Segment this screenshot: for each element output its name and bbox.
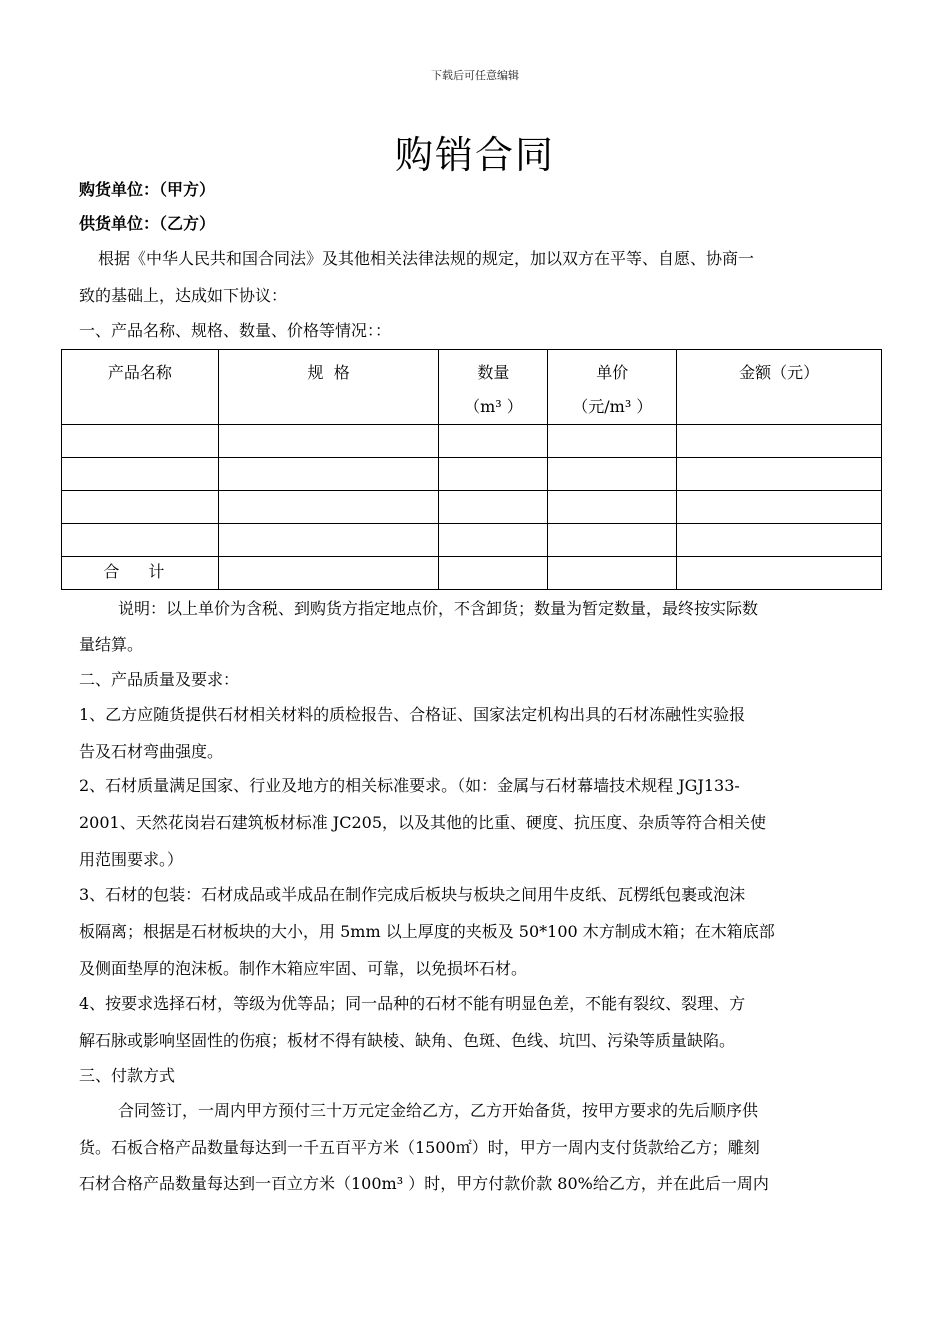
table-cell[interactable]: [677, 491, 882, 524]
section1-heading: 一、产品名称、规格、数量、价格等情况：：: [79, 321, 392, 340]
intro-line-1: 根据《中华人民共和国合同法》及其他相关法律法规的规定，加以双方在平等、自愿、协商一: [98, 249, 755, 268]
header-unit-price: 单价 （元/m³ ）: [548, 350, 677, 425]
table-cell[interactable]: [439, 458, 548, 491]
table-cell[interactable]: [439, 557, 548, 590]
total-label: 合 计: [62, 557, 219, 590]
quality-item-3-line-2: 板隔离；根据是石材板块的大小，用 5mm 以上厚度的夹板及 50*100 木方制成木箱；在木箱底部: [79, 922, 775, 941]
table-cell[interactable]: [62, 491, 219, 524]
table-cell[interactable]: [677, 524, 882, 557]
supplier-line: 供货单位：（乙方）: [79, 214, 216, 233]
table-cell[interactable]: [218, 491, 439, 524]
payment-line-1: 合同签订，一周内甲方预付三十万元定金给乙方，乙方开始备货，按甲方要求的先后顺序供: [118, 1101, 759, 1120]
table-cell[interactable]: [439, 491, 548, 524]
quality-item-3-line-3: 及侧面垫厚的泡沫板。制作木箱应牢固、可靠，以免损坏石材。: [79, 959, 528, 978]
table-cell[interactable]: [218, 524, 439, 557]
table-cell[interactable]: [677, 458, 882, 491]
header-amount: 金额（元）: [677, 350, 882, 425]
table-row: [62, 491, 882, 524]
header-spec: 规 格: [218, 350, 439, 425]
table-cell[interactable]: [439, 524, 548, 557]
table-cell[interactable]: [439, 425, 548, 458]
quality-item-2-line-1: 2、石材质量满足国家、行业及地方的相关标准要求。（如：金属与石材幕墙技术规程 JGJ133-: [79, 776, 740, 795]
table-cell[interactable]: [677, 557, 882, 590]
table-row: [62, 425, 882, 458]
section3-heading: 三、付款方式: [79, 1066, 176, 1085]
header-quantity: 数量 （m³ ）: [439, 350, 548, 425]
quality-item-2-line-3: 用范围要求。）: [79, 850, 184, 869]
payment-line-3: 石材合格产品数量每达到一百立方米（100m³ ）时，甲方付款价款 80%给乙方，并在此后一周内: [79, 1174, 769, 1193]
note-line-1: 说明：以上单价为含税、到购货方指定地点价，不含卸货；数量为暂定数量，最终按实际数: [118, 599, 759, 618]
table-row: [62, 458, 882, 491]
payment-line-2: 货。石板合格产品数量每达到一千五百平方米（1500㎡）时，甲方一周内支付货款给乙方；雕刻: [79, 1138, 760, 1157]
quality-item-1-line-1: 1、乙方应随货提供石材相关材料的质检报告、合格证、国家法定机构出具的石材冻融性实验报: [79, 705, 746, 724]
header-product-name: 产品名称: [62, 350, 219, 425]
table-header-row: [62, 350, 882, 425]
intro-line-2: 致的基础上，达成如下协议：: [79, 286, 288, 305]
table-cell[interactable]: [548, 458, 677, 491]
product-table: [61, 349, 882, 590]
quality-item-4-line-2: 解石脉或影响坚固性的伤痕；板材不得有缺棱、缺角、色斑、色线、坑凹、污染等质量缺陷。: [79, 1031, 736, 1050]
note-line-2: 量结算。: [79, 635, 144, 654]
table-cell[interactable]: [62, 524, 219, 557]
table-cell[interactable]: [548, 425, 677, 458]
table-cell[interactable]: [548, 524, 677, 557]
table-cell[interactable]: [548, 557, 677, 590]
buyer-line: 购货单位：（甲方）: [79, 180, 216, 199]
document-title: 购销合同: [394, 133, 555, 177]
quality-item-4-line-1: 4、按要求选择石材，等级为优等品；同一品种的石材不能有明显色差，不能有裂纹、裂理、方: [79, 994, 746, 1013]
section2-heading: 二、产品质量及要求：: [79, 670, 240, 689]
table-cell[interactable]: [218, 458, 439, 491]
header-note: 下载后可任意编辑: [431, 69, 519, 82]
table-cell[interactable]: [677, 425, 882, 458]
table-row: [62, 524, 882, 557]
quality-item-1-line-2: 告及石材弯曲强度。: [79, 742, 224, 761]
table-cell[interactable]: [62, 458, 219, 491]
table-cell[interactable]: [218, 557, 439, 590]
table-cell[interactable]: [548, 491, 677, 524]
quality-item-2-line-2: 2001、天然花岗岩石建筑板材标准 JC205，以及其他的比重、硬度、抗压度、杂质等符合相关使: [79, 813, 767, 832]
quality-item-3-line-1: 3、石材的包装：石材成品或半成品在制作完成后板块与板块之间用牛皮纸、瓦楞纸包裹或泡沫: [79, 885, 746, 904]
table-total-row: [62, 557, 882, 590]
table-cell[interactable]: [62, 425, 219, 458]
table-cell[interactable]: [218, 425, 439, 458]
